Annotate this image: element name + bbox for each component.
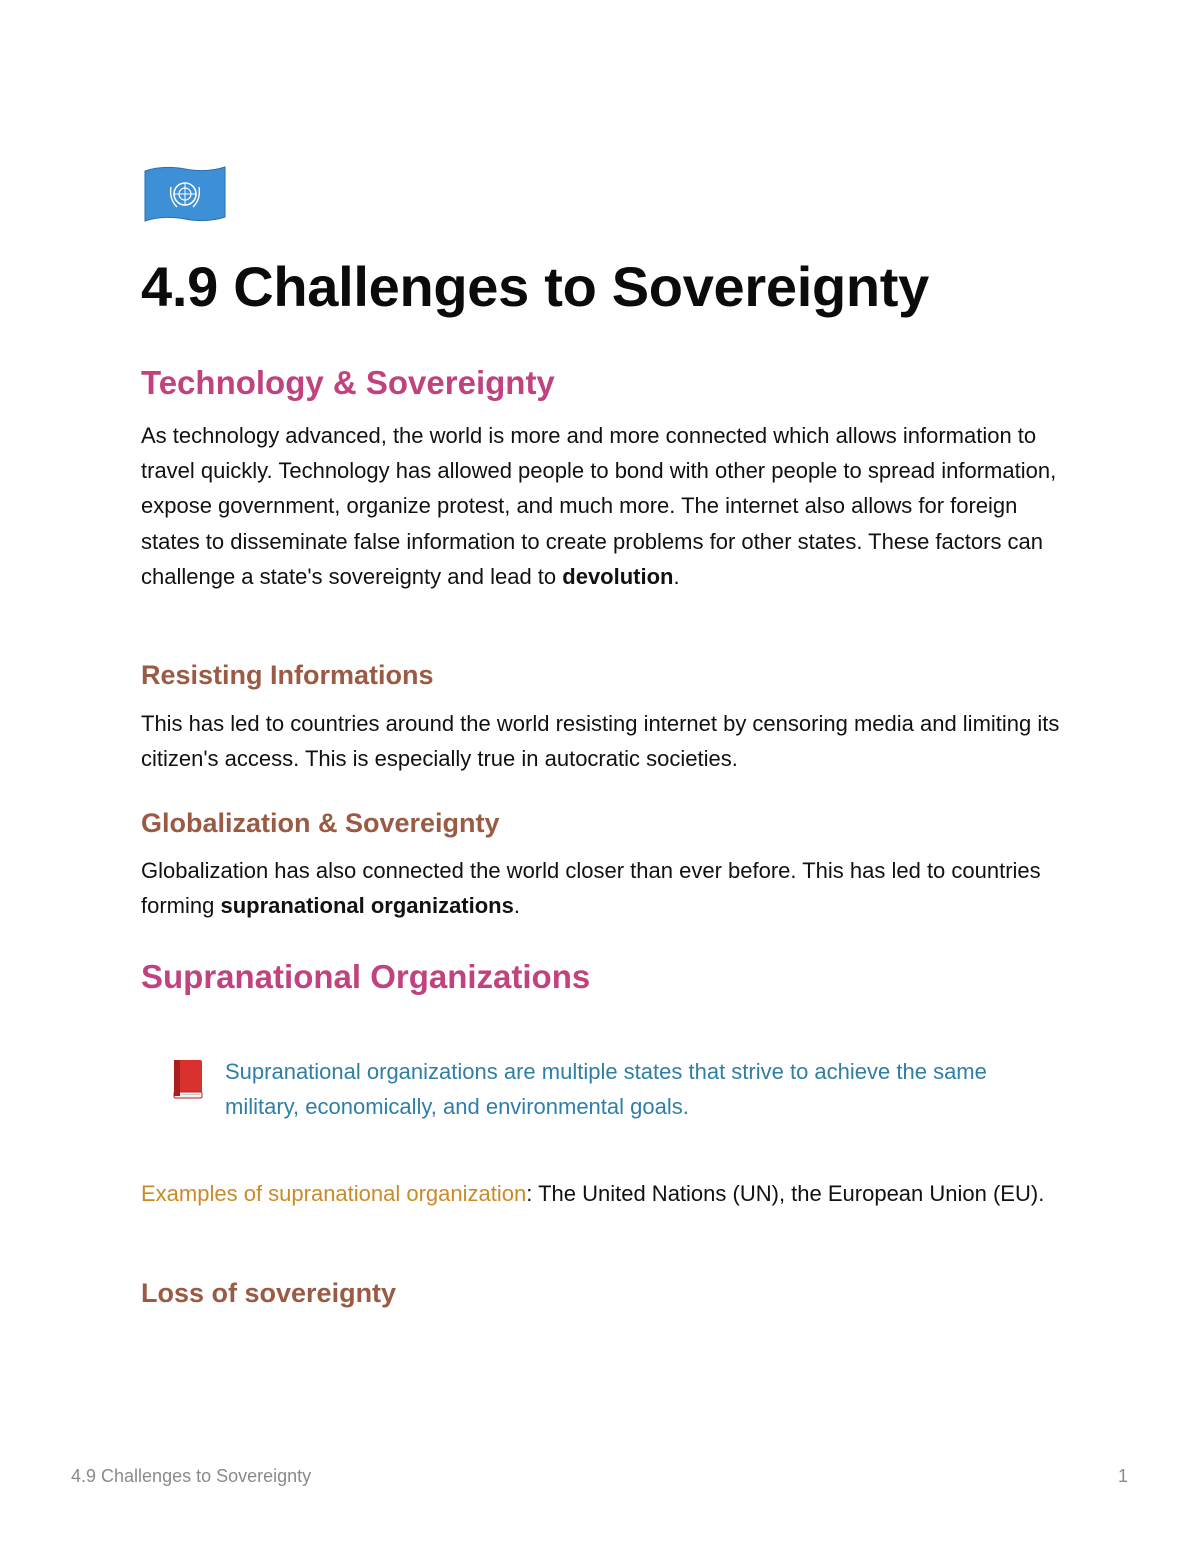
examples-label: Examples of supranational organization bbox=[141, 1181, 527, 1206]
paragraph-examples bbox=[141, 1176, 1071, 1211]
paragraph-technology-end: . bbox=[673, 563, 680, 589]
footer-page-number: 1 bbox=[1117, 1466, 1128, 1486]
paragraph-globalization-end: . bbox=[513, 893, 520, 919]
united-nations-flag-icon bbox=[143, 163, 227, 225]
definition-callout bbox=[141, 1042, 1071, 1142]
term-devolution: devolution bbox=[562, 563, 674, 589]
paragraph-resisting: This has led to countries around the world resisting internet by censoring media and limiting its citizen's access. This is especially true in autocratic societies. bbox=[141, 711, 1060, 772]
term-supranational-organizations: supranational organizations bbox=[220, 893, 514, 919]
heading-supranational-organizations: Supranational Organizations bbox=[141, 958, 591, 995]
paragraph-globalization-text: Globalization has also connected the world closer than ever before. This has led to countries forming bbox=[141, 858, 1041, 919]
heading-technology-sovereignty: Technology & Sovereignty bbox=[141, 364, 555, 401]
heading-globalization-sovereignty: Globalization & Sovereignty bbox=[141, 808, 500, 838]
paragraph-globalization bbox=[141, 853, 1071, 923]
callout-definition-text: Supranational organizations are multiple states that strive to achieve the same military, economically, and environmental goals. bbox=[225, 1059, 987, 1120]
paragraph-technology bbox=[141, 418, 1071, 594]
red-book-icon bbox=[171, 1058, 205, 1100]
heading-resisting-informations: Resisting Informations bbox=[141, 660, 434, 690]
examples-text: : The United Nations (UN), the European Union (EU). bbox=[526, 1181, 1045, 1206]
heading-loss-of-sovereignty: Loss of sovereignty bbox=[141, 1278, 397, 1308]
page-title: 4.9 Challenges to Sovereignty bbox=[141, 255, 929, 318]
paragraph-technology-text: As technology advanced, the world is more and more connected which allows information to travel quickly. Technology has allowed people to bond with other people to spread information, expose government, organize protest, and much more. The internet also allows for foreign states to disseminate false information to create problems for other states. These factors can challenge a state's sovereignty and lead to bbox=[141, 423, 1057, 589]
footer-document-title: 4.9 Challenges to Sovereignty bbox=[71, 1466, 312, 1486]
